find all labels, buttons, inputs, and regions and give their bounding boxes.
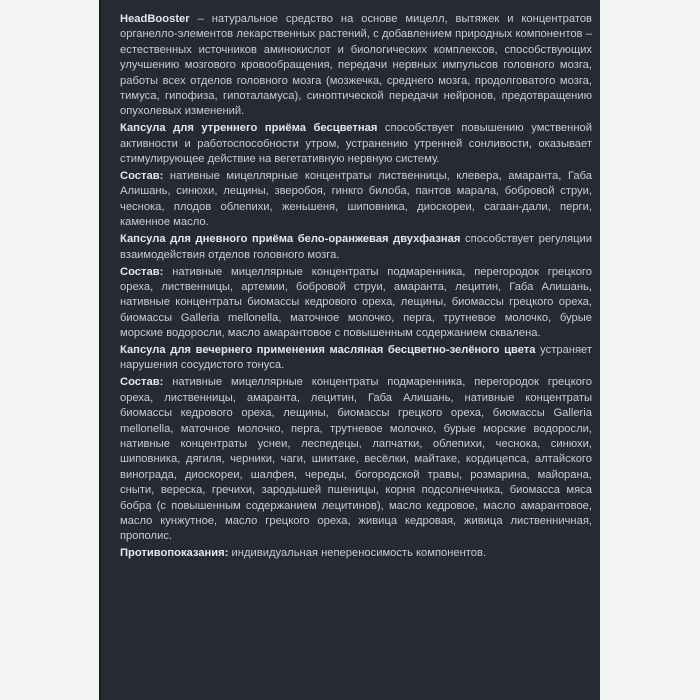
evening-composition-paragraph [120,375,592,544]
contraindications-text: индивидуальная непереносимость компонентов. [228,547,487,560]
day-capsule-text: способствует регуляции взаимодействия отделов головного мозга. [120,233,592,261]
morning-composition-label: Состав: [120,170,164,183]
intro-text: – натуральное средство на основе мицелл, вытяжек и концентратов органелло-элементов лекарственных растений, с добавлением природных компонентов – естественных источников аминокислот и биологических комплексов, способствующих улучшению мозгового кровообращения, передачи нервных импульсов головного мозга, работы всех отделов головного мозга (мозжечка, среднего мозга, продолговатого мозга, тимуса, гипофиза, гипоталамуса), синоптической передачи нейронов, предотвращению опухолевых изменений. [120,13,592,118]
morning-composition-text: нативные мицеллярные концентраты лиственницы, клевера, амаранта, Габа Алишань, синюхи, лещины, зверобоя, гинкго билоба, пантов марала, бобровой струи, чеснока, плодов облепихи, женьшеня, шиповника, диоскореи, сагаан-дали, перги, каменное масло. [120,170,592,229]
evening-capsule-paragraph [120,343,592,374]
morning-capsule-paragraph [120,121,592,167]
contraindications-label: Противопоказания: [120,547,229,560]
evening-composition-text: нативные мицеллярные концентраты подмаренника, перегородок грецкого ореха, лиственницы, амаранта, лецитин, Габа Алишань, нативные концентраты биомассы кедрового ореха, лещины, биомассы грецкого ореха, биомассы Galleria mellonella, маточное молочко, перга, трутневое молочко, бурые морские водоросли, нативные концентраты уснеи, леспедецы, лапчатки, облепихи, чеснока, синюхи, шиповника, дягиля, черники, чаги, шиитаке, весёлки, майтаке, кордицепса, алтайского винограда, диоскореи, шалфея, череды, богородской травы, розмарина, майорана, сныти, вереска, гречихи, зародышей пшеницы, корня подсолнечника, биомасса мяса бобра (с повышенным содержанием лецитинов), масло кедровое, масло амарантовое, масло кунжутное, масло грецкого ореха, живица кедровая, живица лиственничная, прополис. [120,376,592,543]
contraindications-paragraph [120,546,592,561]
day-composition-text: нативные мицеллярные концентраты подмаренника, перегородок грецкого ореха, лиственницы, артемии, бобровой струи, амаранта, лецитин, Габа Алишань, нативные концентраты биомассы кедрового ореха, лещины, биомассы грецкого ореха, биомассы Galleria mellonella, маточное молочко, перга, трутневое молочко, бурые морские водоросли, масло амарантовое с повышенным содержанием сквалена. [120,265,592,340]
morning-capsule-title: Капсула для утреннего приёма бесцветная [120,122,378,135]
day-capsule-title: Капсула для дневного приёма бело-оранжевая двухфазная [120,233,461,246]
day-capsule-paragraph [120,232,592,263]
day-composition-label: Состав: [120,265,164,278]
evening-capsule-title: Капсула для вечернего применения масляная бесцветно-зелёного цвета [120,344,536,357]
day-composition-paragraph [120,265,592,342]
evening-composition-label: Состав: [120,376,164,389]
morning-composition-paragraph [120,169,592,231]
brand-name: HeadBooster [120,13,190,25]
package-text [120,12,592,563]
evening-capsule-text: устраняет нарушения сосудистого тонуса. [120,344,592,372]
intro-paragraph [120,12,592,120]
morning-capsule-text: способствует повышению умственной активности и работоспособности утром, устранению утренней сонливости, оказывает стимулирующее действие на вегетативную нервную систему. [120,122,592,166]
